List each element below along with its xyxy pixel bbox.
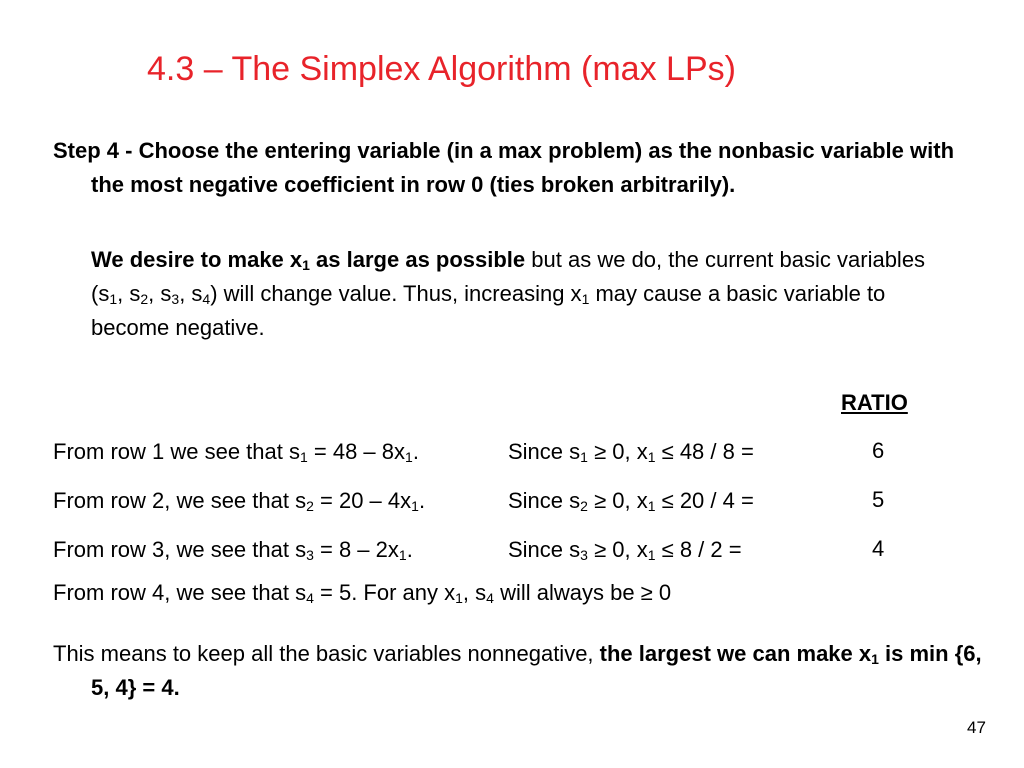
row4-text: From row 4, we see that $s_4 = 5$. For any $x_1$, $s_4$ will always be ≥ 0 (53, 580, 672, 606)
row3-condition: Since $s_3 \ge 0$, $x_1 \le 8 / 2$ = (508, 537, 742, 563)
slide-title: 4.3 – The Simplex Algorithm (max LPs) (147, 50, 736, 88)
row1-condition: Since $s_1 \ge 0$, $x_1 \le 48 / 8$ = (508, 439, 754, 465)
row1-ratio: 6 (872, 438, 885, 463)
step4-text: Step 4 - Choose the entering variable (in a max problem) as the nonbasic variable with the most negative coefficient in row 0 (ties broken arbitrarily). (53, 138, 955, 197)
desire-bold: We desire to make $x_1$ as large as possible (91, 247, 526, 273)
conclusion-paragraph: This means to keep all the basic variables nonnegative, the largest we can make $x_1$ is min {6, 5, 4} = 4. (53, 641, 982, 700)
row1-equation: From row 1 we see that $s_1 = 48 - 8x_1$. (53, 439, 419, 465)
row2-ratio: 5 (872, 487, 885, 512)
row3-equation: From row 3, we see that $s_3 = 8 - 2x_1$. (53, 537, 413, 563)
row2-condition: Since $s_2 \ge 0$, $x_1 \le 20 / 4$ = (508, 488, 754, 514)
conclusion-bold: the largest we can make $x_1$ is min {6, 5, 4} = 4. (91, 641, 982, 700)
row2-equation: From row 2, we see that $s_2 = 20 - 4x_1$. (53, 488, 426, 514)
desire-paragraph: We desire to make $x_1$ as large as possible but as we do, the current basic variables ($s_1$, $s_2$, $s_3$, $s_4$) will change value. Thus, increasing $x_1$ may cause a basic variable to become negative. (91, 247, 926, 340)
row3-ratio: 4 (872, 536, 885, 561)
page-number: 47 (967, 718, 986, 737)
ratio-header: RATIO (841, 390, 908, 415)
